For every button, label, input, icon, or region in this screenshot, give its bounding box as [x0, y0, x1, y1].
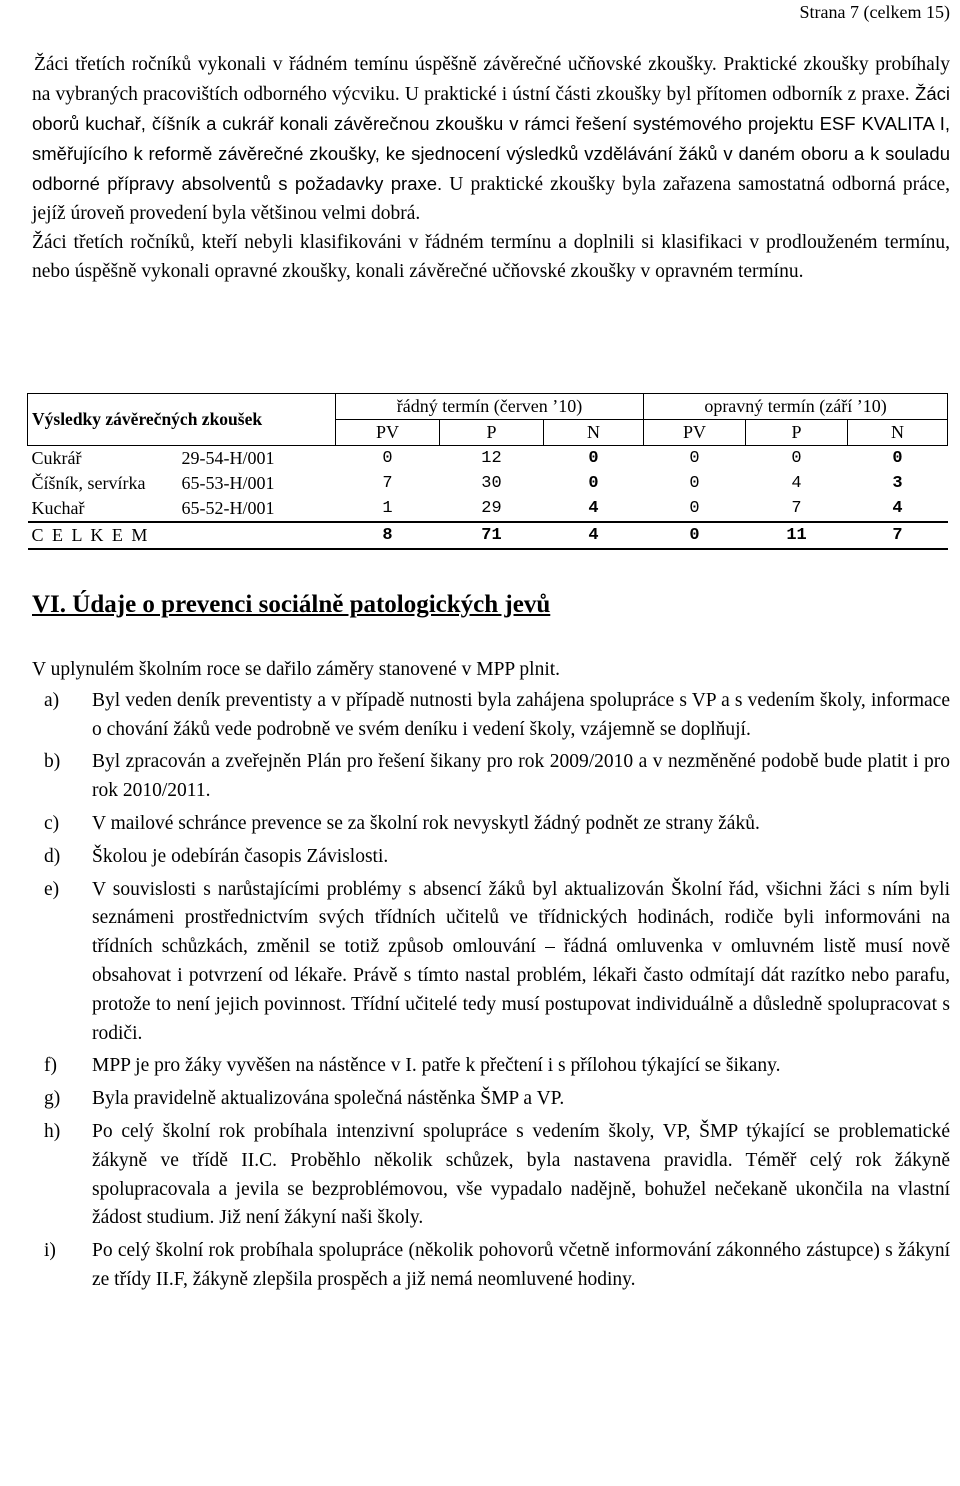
- col-header: P: [746, 420, 848, 446]
- table-row: [28, 471, 948, 496]
- total-value: 4: [544, 522, 644, 549]
- cell-value: 0: [791, 449, 802, 468]
- col-header: PV: [336, 420, 440, 446]
- exam-results-table: [27, 393, 948, 550]
- list-item: [32, 876, 950, 1049]
- cell-value: 30: [481, 474, 502, 493]
- col-header: P: [440, 420, 544, 446]
- cell-value: 0: [689, 449, 700, 468]
- list-text: Školou je odebírán časopis Závislosti.: [92, 845, 389, 867]
- field-name: Kuchař: [31, 498, 85, 518]
- cell-value: 29: [481, 499, 502, 518]
- list-item: [32, 1085, 950, 1114]
- list-text: Byl zpracován a zveřejněn Plán pro řešení šikany pro rok 2009/2010 a v nezměněné podobě bude platit i pro rok 2010/2011.: [92, 751, 950, 802]
- total-value: 71: [440, 522, 544, 549]
- list-item: [32, 1118, 950, 1233]
- list-marker: a): [44, 689, 60, 711]
- list-marker: c): [44, 812, 60, 834]
- cell-value: 4: [588, 499, 599, 518]
- page-number: Strana 7 (celkem 15): [799, 2, 950, 22]
- field-code: 65-53-H/001: [181, 473, 275, 493]
- list-text: MPP je pro žáky vyvěšen na nástěnce v I. patře k přečtení i s přílohou týkající se šikany.: [92, 1055, 781, 1077]
- field-code: 29-54-H/001: [181, 448, 275, 468]
- table-title: Výsledky závěrečných zkoušek: [28, 394, 336, 446]
- intro-paragraph-2: Žáci třetích ročníků, kteří nebyli klasifikováni v řádném termínu a doplnili si klasifikaci v prodlouženém termínu, nebo úspěšně vykonali opravné zkoušky, konali závěrečné učňovské zkoušky v opravném termínu.: [32, 232, 950, 282]
- prevention-section: [32, 656, 950, 1299]
- list-marker: b): [44, 751, 61, 773]
- list-marker: g): [44, 1088, 61, 1110]
- cell-value: 3: [892, 474, 903, 493]
- list-text: Byla pravidelně aktualizována společná nástěnka ŠMP a VP.: [92, 1088, 565, 1110]
- table-row: [28, 446, 948, 472]
- cell-value: 0: [689, 474, 700, 493]
- cell-value: 7: [382, 474, 393, 493]
- intro-text: [32, 50, 950, 286]
- list-marker: f): [44, 1055, 57, 1077]
- cell-value: 7: [791, 499, 802, 518]
- cell-value: 0: [892, 449, 903, 468]
- field-name: Cukrář: [31, 448, 82, 468]
- table-row: [28, 496, 948, 522]
- list-text: Po celý školní rok probíhala intenzivní spolupráce s vedením školy, VP, ŠMP týkající se problematické žákyně ve třídě II.C. Proběhlo několik schůzek, byla nastavena pravidla. Téměř celý rok žákyně spolupracovala a jevila se bezproblémovou, vše vypadalo nadějně, bohužel nečekaně ukončila na vlastní žádost studium. Již není žákyní naši školy.: [92, 1120, 950, 1229]
- cell-value: 12: [481, 449, 502, 468]
- cell-value: 0: [588, 449, 599, 468]
- cell-value: 4: [791, 474, 802, 493]
- list-item: [32, 748, 950, 806]
- list-text: Byl veden deník preventisty a v případě nutnosti byla zahájena spolupráce s VP a s vedením školy, informace o chování žáků vede podrobně ve svém deníku i vedení školy, vzájemně se doplňují.: [92, 689, 950, 740]
- list-item: [32, 810, 950, 839]
- field-code: 65-52-H/001: [181, 498, 275, 518]
- list-marker: i): [44, 1240, 56, 1262]
- cell-value: 0: [689, 499, 700, 518]
- list-marker: e): [44, 878, 60, 900]
- col-header: N: [544, 420, 644, 446]
- total-value: 11: [746, 522, 848, 549]
- list-text: Po celý školní rok probíhala spolupráce (několik pohovorů včetně informování zákonného zástupce) s žákyní ze třídy II.F, žákyně zlepšila prospěch a již nemá neomluvené hodiny.: [92, 1240, 950, 1290]
- intro-p1-part-a: Žáci třetích ročníků vykonali v řádném temínu úspěšně závěrečné učňovské zkoušky. Praktické zkoušky probíhaly na vybraných pracovištích odborného výcviku. U praktické i ústní části zkoušky byl přítomen odborník z praxe.: [32, 54, 950, 105]
- total-value: 0: [644, 522, 746, 549]
- col-header: PV: [644, 420, 746, 446]
- col-header: N: [848, 420, 948, 446]
- field-name: Číšník, servírka: [31, 473, 146, 493]
- group-regular-term: řádný termín (červen ’10): [336, 394, 644, 420]
- section-lead: V uplynulém školním roce se dařilo záměry stanovené v MPP plnit.: [32, 659, 561, 680]
- list-text: V mailové schránce prevence se za školní rok nevyskytl žádný podnět ze strany žáků.: [92, 812, 760, 834]
- cell-value: 1: [382, 499, 393, 518]
- total-label: C E L K E M: [28, 522, 336, 549]
- cell-value: 4: [892, 499, 903, 518]
- list-item: [32, 1052, 950, 1081]
- group-resit-term: opravný termín (září ’10): [644, 394, 948, 420]
- list-item: [32, 1237, 950, 1295]
- section-heading: VI. Údaje o prevenci sociálně patologických jevů: [32, 591, 551, 618]
- intro-p1-part-c: U praktické zkoušky byla zařazena samostatná odborná práce, jejíž úroveň provedení byla většinou velmi dobrá.: [32, 174, 951, 224]
- list-marker: h): [44, 1120, 61, 1142]
- cell-value: 0: [588, 474, 599, 493]
- total-value: 7: [848, 522, 948, 549]
- intro-paragraph-1: [32, 50, 950, 228]
- total-value: 8: [336, 522, 440, 549]
- table-total-row: [28, 522, 948, 549]
- list-item: [32, 687, 950, 745]
- table-header-row: [28, 394, 948, 420]
- list-marker: d): [44, 845, 61, 867]
- list-text: V souvislosti s narůstajícími problémy s absencí žáků byl aktualizován Školní řád, všichni žáci s ním byli seznámeni prostřednictvím svých třídních učitelů ve třídnických hodinách, rodiče byli informováni na třídních schůzkách, změnil se totiž způsob omlouvání – řádná omluvenka v omluvném listě musí nově obsahovat i potvrzení od lékaře. Právě s tímto nastal problém, lékaři často odmítají dát razítko nebo parafu, protože to není jejich povinnost. Třídní učitelé tedy musí postupovat individuálně a důsledně spolupracovat s rodiči.: [92, 878, 950, 1044]
- cell-value: 0: [382, 449, 393, 468]
- intro-p1-part-b: Žáci oborů kuchař, číšník a cukrář konali závěrečnou zkoušku v rámci řešení systémového projektu ESF KVALITA I, směřujícího k reformě závěrečné zkoušky, ke sjednocení výsledků vzdělávání žáků v daném oboru a k souladu odborné přípravy absolventů s požadavky praxe.: [32, 83, 950, 194]
- list-item: [32, 843, 950, 872]
